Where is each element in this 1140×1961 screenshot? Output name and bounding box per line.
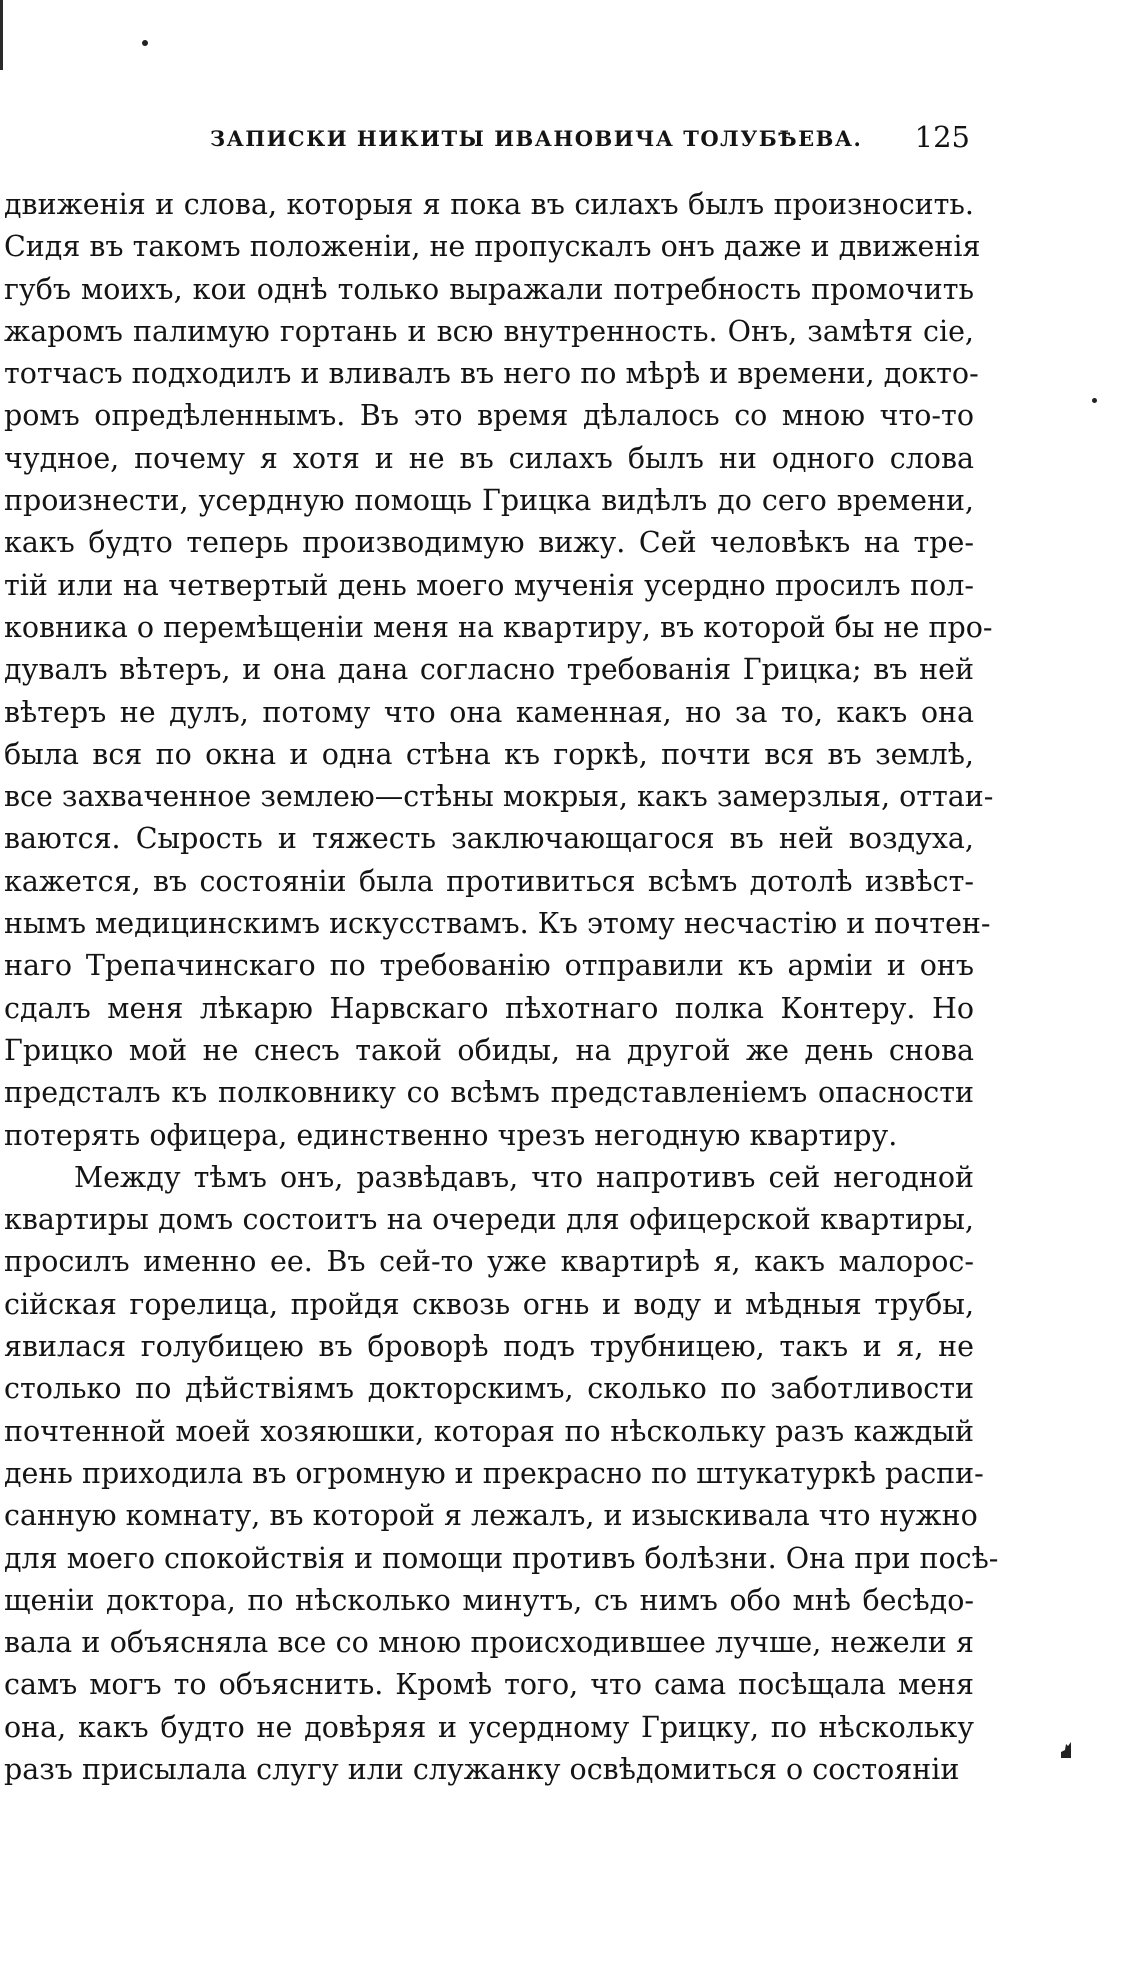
page-number: 125 xyxy=(914,120,970,154)
text-line: все захваченное землею—стѣны мокрыя, какъ замерзлыя, оттаи- xyxy=(4,780,994,814)
text-line: вала и объясняла все со мною происходившее лучше, нежели я xyxy=(4,1626,974,1660)
text-line: кажется, въ состояніи была противиться всѣмъ дотолѣ извѣст- xyxy=(4,864,974,898)
text-line: потерять офицера, единственно чрезъ негодную квартиру. xyxy=(4,1118,898,1152)
text-line: губъ моихъ, кои однѣ только выражали потребность промочить xyxy=(4,272,974,306)
text-line: была вся по окна и одна стѣна къ горкѣ, почти вся въ землѣ, xyxy=(4,737,974,771)
body-text xyxy=(4,184,999,1791)
text-line: жаромъ палимую гортань и всю внутренность. Онъ, замѣтя сіе, xyxy=(4,314,974,348)
text-line: Между тѣмъ онъ, развѣдавъ, что напротивъ сей негодной xyxy=(74,1160,974,1194)
text-line: щеніи доктора, по нѣсколько минутъ, съ нимъ обо мнѣ бесѣдо- xyxy=(4,1583,974,1617)
text-line: наго Трепачинскаго по требованію отправили къ арміи и онъ xyxy=(4,949,974,983)
text-line: движенія и слова, которыя я пока въ силахъ былъ произносить. xyxy=(4,188,974,221)
text-line: какъ будто теперь производимую вижу. Сей человѣкъ на тре- xyxy=(4,526,974,560)
ink-speck xyxy=(1092,398,1097,403)
text-line: самъ могъ то объяснить. Кромѣ того, что сама посѣщала меня xyxy=(4,1668,974,1702)
text-line: нымъ медицинскимъ искусствамъ. Къ этому несчастію и почтен- xyxy=(4,907,991,941)
page-header xyxy=(210,120,970,160)
text-line: ромъ опредѣленнымъ. Въ это время дѣлалось со мною что-то xyxy=(4,399,974,433)
text-line: разъ присылала слугу или служанку освѣдомиться о состояніи xyxy=(4,1752,960,1786)
text-line: день приходила въ огромную и прекрасно по штукатуркѣ распи- xyxy=(4,1456,984,1490)
text-line: явилася голубицею въ броворѣ подъ трубницею, такъ и я, не xyxy=(4,1330,974,1364)
text-line: тотчасъ подходилъ и вливалъ въ него по мѣрѣ и времени, докто- xyxy=(4,357,979,391)
text-line: вѣтеръ не дулъ, потому что она каменная, но за то, какъ она xyxy=(4,695,974,729)
printer-mark-icon xyxy=(1058,1740,1074,1758)
text-line: дувалъ вѣтеръ, и она дана согласно требованія Грицка; въ ней xyxy=(4,653,974,687)
running-title: ЗАПИСКИ НИКИТЫ ИВАНОВИЧА ТОЛУБѢЕВА. xyxy=(210,126,863,151)
text-line: она, какъ будто не довѣряя и усердному Грицку, по нѣскольку xyxy=(4,1710,974,1744)
text-line: тій или на четвертый день моего мученія усердно просилъ пол- xyxy=(4,568,974,602)
text-line: сдалъ меня лѣкарю Нарвскаго пѣхотнаго полка Контеру. Но xyxy=(4,991,974,1025)
text-line: Грицко мой не снесъ такой обиды, на другой же день снова xyxy=(4,1033,974,1067)
text-line: предсталъ къ полковнику со всѣмъ представленіемъ опасности xyxy=(4,1076,974,1110)
text-line: ковника о перемѣщеніи меня на квартиру, въ которой бы не про- xyxy=(4,610,993,644)
text-line: Сидя въ такомъ положеніи, не пропускалъ онъ даже и движенія xyxy=(4,230,981,264)
text-line: чудное, почему я хотя и не въ силахъ былъ ни одного слова xyxy=(4,441,974,475)
text-line: сійская горелица, пройдя сквозь огнь и воду и мѣдныя трубы, xyxy=(4,1287,974,1321)
text-line: санную комнату, въ которой я лежалъ, и изыскивала что нужно xyxy=(4,1499,978,1533)
text-line: почтенной моей хозяюшки, которая по нѣскольку разъ каждый xyxy=(4,1414,974,1448)
text-line: ваются. Сырость и тяжесть заключающагося въ ней воздуха, xyxy=(4,822,974,856)
text-line: произнести, усердную помощь Грицка видѣлъ до сего времени, xyxy=(4,484,974,518)
text-line: просилъ именно ее. Въ сей-то уже квартирѣ я, какъ малорос- xyxy=(4,1245,974,1279)
text-line: квартиры домъ состоитъ на очереди для офицерской квартиры, xyxy=(4,1203,974,1237)
scan-edge-mark xyxy=(0,0,3,70)
text-line: столько по дѣйствіямъ докторскимъ, сколько по заботливости xyxy=(4,1372,974,1406)
text-line: для моего спокойствія и помощи противъ болѣзни. Она при посѣ- xyxy=(4,1541,999,1575)
ink-speck xyxy=(142,40,148,46)
